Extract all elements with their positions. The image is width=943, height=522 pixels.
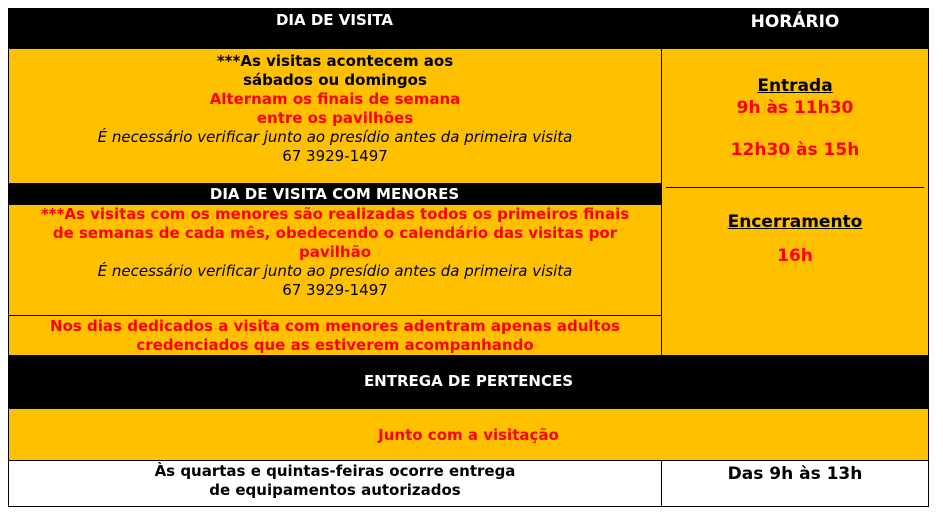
visit-info-cell: [8, 48, 662, 184]
minors-title: DIA DE VISITA COM MENORES: [209, 185, 460, 203]
belongings-with-visit: Junto com a visitação: [378, 426, 559, 444]
header-schedule-title: HORÁRIO: [750, 12, 840, 32]
minors-warning-line1: Nos dias dedicados a visita com menores adentram apenas adultos: [50, 317, 620, 335]
minors-phone: 67 3929-1497: [282, 281, 388, 299]
minors-title-bar: [8, 184, 661, 204]
entry-label: Entrada: [757, 76, 833, 96]
schedule-divider: [666, 187, 924, 188]
equipment-time-cell: [661, 460, 929, 507]
minors-info-cell: [8, 204, 662, 316]
close-time: 16h: [777, 246, 813, 266]
visit-info-note: É necessário verificar junto ao presídio antes da primeira visita: [97, 128, 573, 146]
visit-info-line2: sábados ou domingos: [243, 71, 427, 89]
equipment-cell: [8, 460, 662, 507]
belongings-title: ENTREGA DE PERTENCES: [363, 372, 574, 390]
header-visit-day: [8, 8, 661, 48]
minors-line3: pavilhão: [298, 243, 372, 261]
visit-info-line1: ***As visitas acontecem aos: [216, 52, 454, 70]
header-visit-day-title: DIA DE VISITA: [275, 11, 394, 29]
minors-line2: de semanas de cada mês, obedecendo o calendário das visitas por: [52, 224, 618, 242]
minors-line1: ***As visitas com os menores são realizadas todos os primeiros finais: [40, 205, 630, 223]
minors-note: É necessário verificar junto ao presídio antes da primeira visita: [97, 262, 573, 280]
minors-warning-line2: credenciados que as estiverem acompanhando: [136, 336, 534, 354]
minors-warning-cell: [8, 315, 662, 356]
close-label: Encerramento: [727, 212, 863, 232]
visit-info-phone: 67 3929-1497: [282, 147, 388, 165]
visit-info-red-line1: Alternam os finais de semana: [209, 90, 461, 108]
belongings-header: [8, 356, 929, 408]
schedule-cell: [661, 48, 929, 356]
belongings-with-visit-cell: [8, 408, 929, 461]
header-schedule: [661, 8, 929, 48]
equipment-line1: Às quartas e quintas-feiras ocorre entrega: [154, 462, 516, 480]
equipment-line2: de equipamentos autorizados: [209, 481, 461, 499]
entry-time-2: 12h30 às 15h: [730, 140, 860, 160]
entry-time-1: 9h às 11h30: [736, 98, 854, 118]
visit-info-red-line2: entre os pavilhões: [256, 109, 414, 127]
equipment-time: Das 9h às 13h: [727, 464, 863, 484]
